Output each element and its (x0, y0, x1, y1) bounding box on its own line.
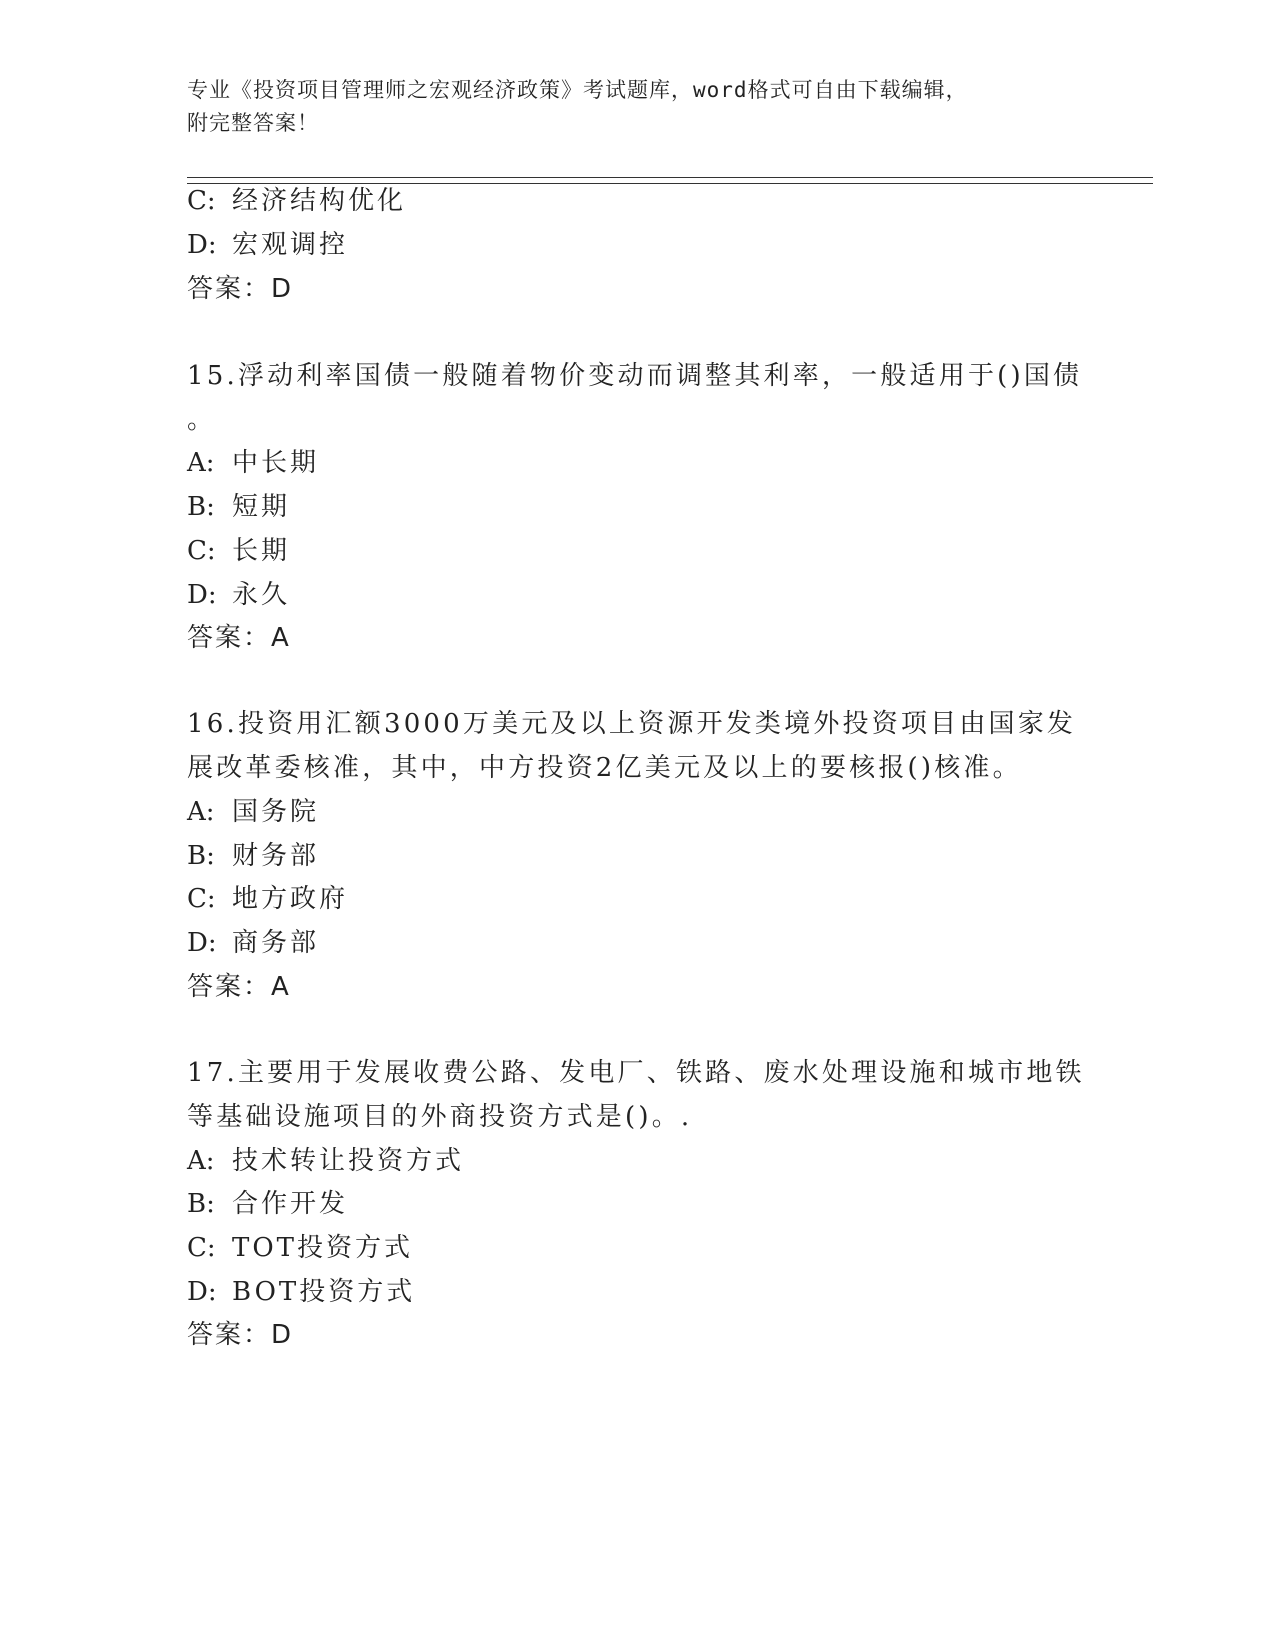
option-b (187, 492, 290, 522)
option-d (187, 230, 348, 260)
option-key: A: (187, 797, 215, 827)
option-c (187, 1233, 413, 1263)
option-text: 技术转让投资方式 (232, 1146, 465, 1176)
option-key: B: (187, 1189, 215, 1219)
option-key: C: (187, 186, 216, 216)
answer-line: 答案：A (187, 623, 291, 653)
option-text: TOT投资方式 (232, 1233, 413, 1263)
header-divider-top (187, 177, 1153, 178)
option-b (187, 841, 319, 871)
option-d (187, 580, 290, 610)
option-key: C: (187, 536, 216, 566)
answer-line: 答案：D (187, 274, 294, 304)
question-16-line-1: 16.投资用汇额3000万美元及以上资源开发类境外投资项目由国家发 (187, 709, 1077, 739)
option-d (187, 928, 319, 958)
option-key: B: (187, 492, 215, 522)
option-key: B: (187, 841, 215, 871)
option-a (187, 448, 319, 478)
option-key: C: (187, 1233, 216, 1263)
option-key: D: (187, 1277, 217, 1307)
header-line-1: 专业《投资项目管理师之宏观经济政策》考试题库，word格式可自由下载编辑， (187, 78, 968, 102)
answer-line: 答案：D (187, 1320, 294, 1350)
option-b (187, 1189, 348, 1219)
option-key: D: (187, 580, 217, 610)
option-key: A: (187, 448, 215, 478)
question-15-line-1: 15.浮动利率国债一般随着物价变动而调整其利率，一般适用于()国债 (187, 361, 1083, 391)
option-text: 中长期 (232, 448, 320, 478)
option-key: D: (187, 230, 217, 260)
header-line-2: 附完整答案！ (187, 111, 319, 135)
option-key: D: (187, 928, 217, 958)
option-text: 地方政府 (232, 884, 349, 914)
question-17-line-1: 17.主要用于发展收费公路、发电厂、铁路、废水处理设施和城市地铁 (187, 1058, 1085, 1088)
option-text: 财务部 (232, 841, 320, 871)
answer-line: 答案：A (187, 972, 291, 1002)
question-17-line-2: 等基础设施项目的外商投资方式是()。. (187, 1102, 693, 1132)
header-divider-bottom (187, 183, 1153, 184)
question-16-line-2: 展改革委核准，其中，中方投资2亿美元及以上的要核报()核准。 (187, 753, 1022, 783)
option-text: 合作开发 (232, 1189, 349, 1219)
question-15-line-2: 。 (187, 405, 217, 435)
option-key: A: (187, 1146, 215, 1176)
option-c (187, 536, 290, 566)
option-text: 宏观调控 (232, 230, 349, 260)
option-d (187, 1277, 415, 1307)
document-header (187, 74, 1067, 140)
option-text: 永久 (232, 580, 291, 610)
option-text: 短期 (232, 492, 291, 522)
option-text: 经济结构优化 (232, 186, 407, 216)
option-key: C: (187, 884, 216, 914)
option-c (187, 186, 406, 216)
option-text: 商务部 (232, 928, 320, 958)
option-text: 国务院 (232, 797, 320, 827)
option-a (187, 1146, 464, 1176)
option-text: 长期 (232, 536, 291, 566)
option-text: BOT投资方式 (232, 1277, 416, 1307)
option-a (187, 797, 319, 827)
option-c (187, 884, 348, 914)
